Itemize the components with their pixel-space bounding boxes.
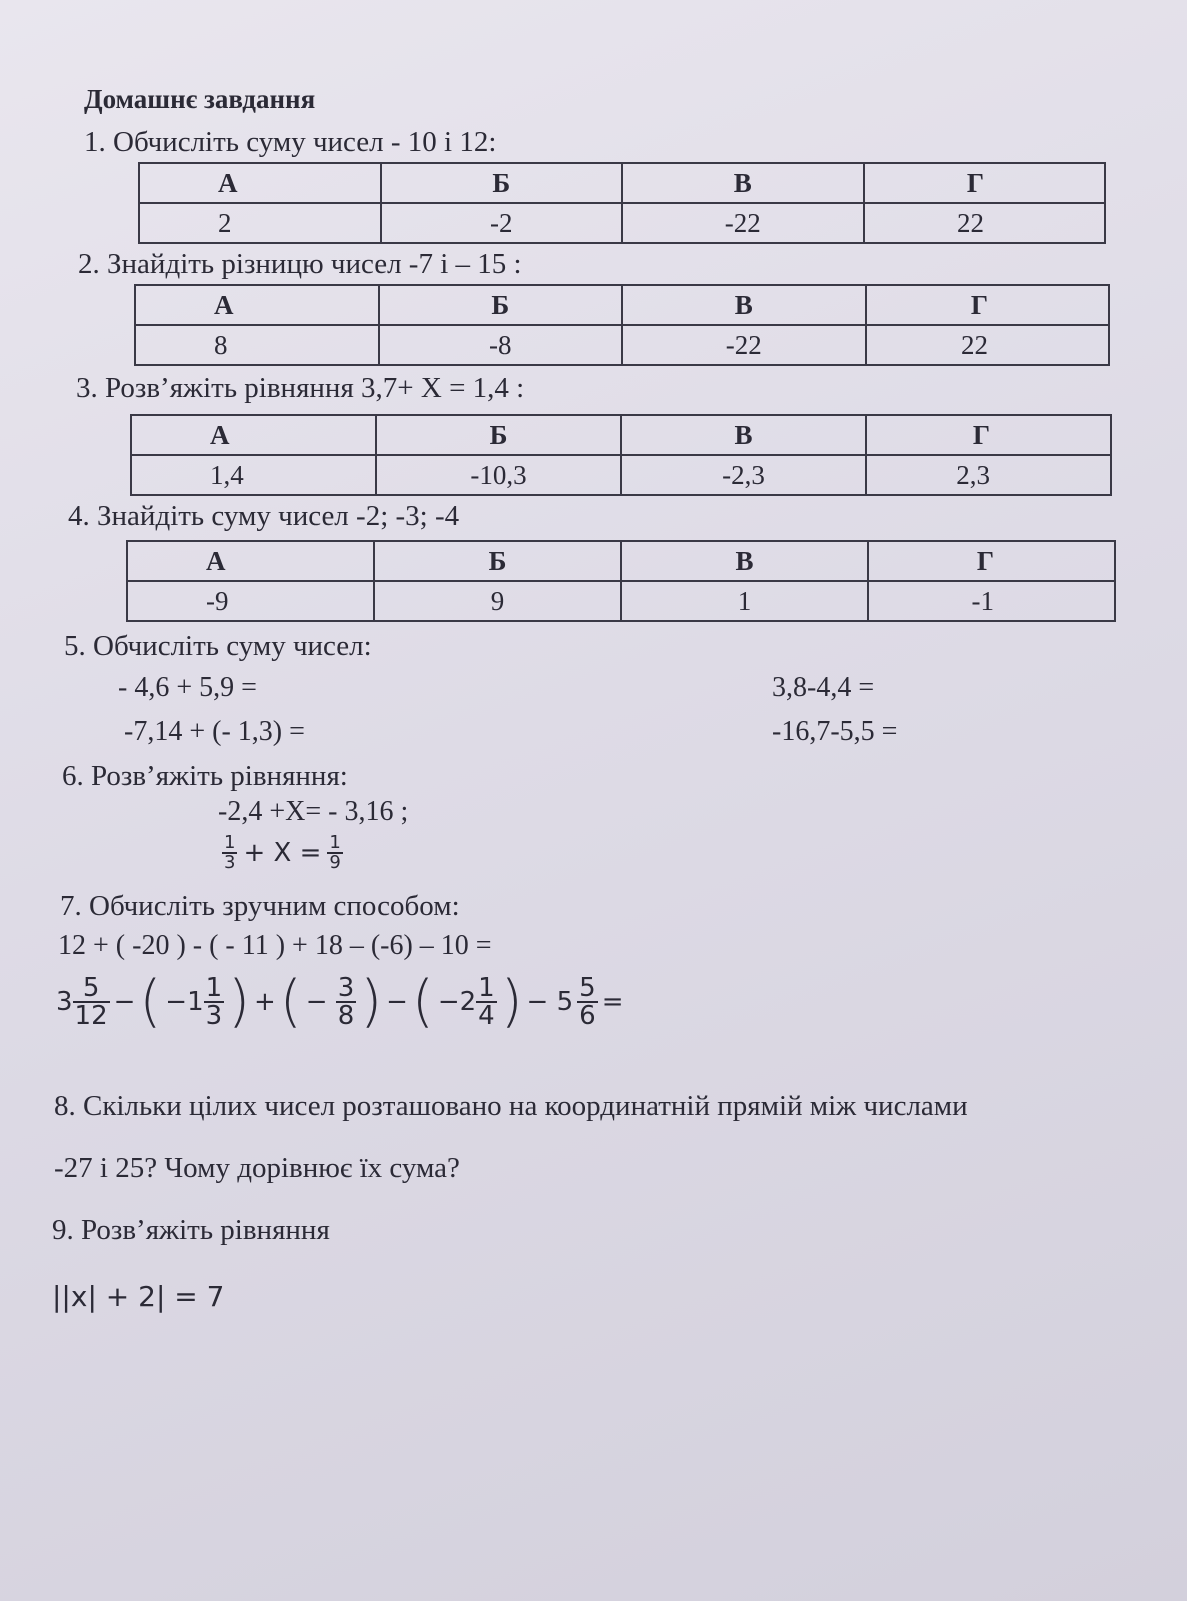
answer-table-4 bbox=[126, 540, 1116, 622]
option-a: -9 bbox=[127, 581, 374, 621]
answer-table-1 bbox=[138, 162, 1106, 244]
header-a: А bbox=[139, 163, 381, 203]
equals-sign: = bbox=[601, 987, 624, 1017]
expression-7-1: 12 + ( -20 ) - ( - 11 ) + 18 – (-6) – 10 = bbox=[58, 930, 492, 961]
fraction-signed: − $\frac{3}{8}$ bbox=[305, 973, 355, 1031]
option-b: -10,3 bbox=[376, 455, 621, 495]
answer-table-3 bbox=[130, 414, 1112, 496]
question-6: 6. Розв’яжіть рівняння: bbox=[62, 760, 348, 792]
header-g: Г bbox=[868, 541, 1115, 581]
header-v: В bbox=[622, 163, 864, 203]
header-b: Б bbox=[376, 415, 621, 455]
option-v: -22 bbox=[622, 325, 866, 365]
option-g: -1 bbox=[868, 581, 1115, 621]
expression-5-4: -16,7-5,5 = bbox=[772, 716, 898, 747]
header-g: Г bbox=[866, 285, 1110, 325]
fraction: $\frac{5}{6}$ bbox=[579, 973, 596, 1031]
question-9: 9. Розв’яжіть рівняння bbox=[52, 1214, 330, 1246]
right-paren: ) bbox=[500, 969, 523, 1034]
option-v: -2,3 bbox=[621, 455, 866, 495]
expression-7-2 bbox=[56, 969, 624, 1034]
question-2 bbox=[78, 248, 522, 281]
equation-6-2 bbox=[222, 834, 343, 872]
option-g: 22 bbox=[864, 203, 1106, 243]
left-paren: ( bbox=[139, 969, 162, 1034]
option-a: 1,4 bbox=[131, 455, 376, 495]
option-v: -22 bbox=[622, 203, 864, 243]
left-paren: ( bbox=[411, 969, 434, 1034]
option-g: 2,3 bbox=[866, 455, 1111, 495]
page-title: Домашнє завдання bbox=[84, 84, 316, 114]
header-v: В bbox=[621, 415, 866, 455]
mixed-number: 3 $\frac{5}{12}$ bbox=[56, 973, 108, 1031]
left-paren: ( bbox=[279, 969, 302, 1034]
mixed-number: −1 $\frac{1}{3}$ bbox=[165, 973, 223, 1031]
header-b: Б bbox=[379, 285, 623, 325]
header-v: В bbox=[621, 541, 868, 581]
operator: − 5 bbox=[526, 987, 574, 1017]
operator: − bbox=[113, 987, 136, 1017]
header-a: А bbox=[131, 415, 376, 455]
option-a: 2 bbox=[139, 203, 381, 243]
question-8-line-1: 8. Скільки цілих чисел розташовано на координатній прямій між числами bbox=[54, 1090, 968, 1122]
option-v: 1 bbox=[621, 581, 868, 621]
header-g: Г bbox=[864, 163, 1106, 203]
equation-9: ||x| + 2| = 7 bbox=[52, 1280, 225, 1313]
question-4: 4. Знайдіть суму чисел -2; -3; -4 bbox=[68, 500, 460, 532]
equation-6-2-middle: + X = bbox=[243, 838, 322, 868]
right-paren: ) bbox=[228, 969, 251, 1034]
option-b: -2 bbox=[381, 203, 623, 243]
option-b: 9 bbox=[374, 581, 621, 621]
header-b: Б bbox=[381, 163, 623, 203]
header-a: А bbox=[127, 541, 374, 581]
header-a: А bbox=[135, 285, 379, 325]
option-b: -8 bbox=[379, 325, 623, 365]
expression-5-2: -7,14 + (- 1,3) = bbox=[124, 716, 305, 747]
option-g: 22 bbox=[866, 325, 1110, 365]
fraction: $\frac{1}{3}$ bbox=[224, 832, 236, 873]
mixed-number: −2 $\frac{1}{4}$ bbox=[437, 973, 495, 1031]
answer-table-2 bbox=[134, 284, 1110, 366]
expression-5-1: - 4,6 + 5,9 = bbox=[118, 672, 257, 703]
header-v: В bbox=[622, 285, 866, 325]
fraction: $\frac{1}{9}$ bbox=[329, 832, 341, 873]
question-3: 3. Розв’яжіть рівняння 3,7+ Х = 1,4 : bbox=[76, 372, 525, 404]
option-a: 8 bbox=[135, 325, 379, 365]
right-paren: ) bbox=[360, 969, 383, 1034]
operator: + bbox=[254, 987, 276, 1017]
question-8-line-2: -27 і 25? Чому дорівнює їх сума? bbox=[54, 1152, 460, 1184]
question-5: 5. Обчисліть суму чисел: bbox=[64, 630, 372, 662]
question-1: 1. Обчисліть суму чисел - 10 і 12: bbox=[84, 126, 497, 158]
question-7: 7. Обчисліть зручним способом: bbox=[60, 890, 460, 922]
header-b: Б bbox=[374, 541, 621, 581]
header-g: Г bbox=[866, 415, 1111, 455]
equation-6-1: -2,4 +Х= - 3,16 ; bbox=[218, 796, 409, 827]
operator: − bbox=[386, 987, 408, 1017]
expression-5-3: 3,8-4,4 = bbox=[772, 672, 875, 703]
question-2-text: 2. Знайдіть різницю чисел -7 і – 15 : bbox=[78, 248, 522, 280]
